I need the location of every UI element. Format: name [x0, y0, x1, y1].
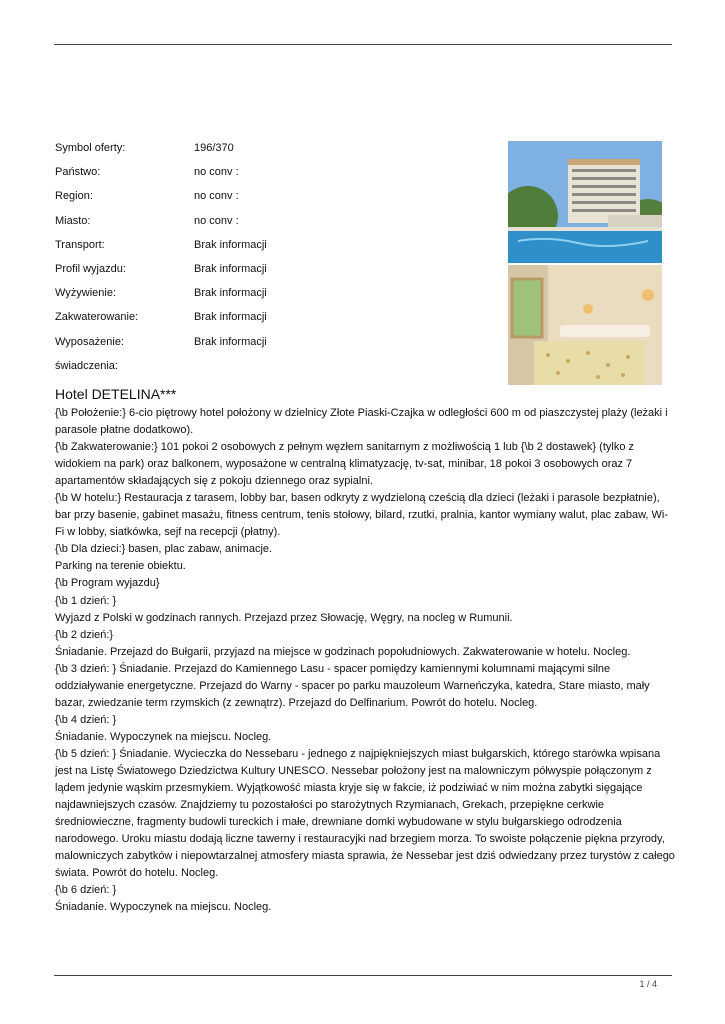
- info-value: no conv :: [194, 190, 239, 203]
- info-value: no conv :: [194, 214, 239, 227]
- info-value: Brak informacji: [194, 238, 267, 251]
- info-row: [55, 336, 267, 360]
- info-value: Brak informacji: [194, 262, 267, 275]
- description-paragraph: Śniadanie. Wypoczynek na miejscu. Nocleg.: [55, 730, 272, 743]
- info-row: [55, 311, 267, 335]
- description-paragraph: {\b Zakwaterowanie:} 101 pokoi 2 osobowych z pełnym węzłem sanitarnym z możliwością 1 lub {\b 2 dostawek} (tylko z widokiem na park) oraz balkonem, wyposażone w centralną klimatyzację, tv-sat, minibar, 18 pokoi 3 osobowych oraz 7 apartamentów składających się z pokoju dziennego oraz sypialni.: [55, 441, 635, 488]
- info-value: Brak informacji: [194, 335, 267, 348]
- info-label: Profil wyjazdu:: [55, 262, 126, 275]
- info-row: [55, 263, 267, 287]
- info-label: świadczenia:: [55, 359, 118, 372]
- description-paragraph: {\b 4 dzień: }: [55, 713, 117, 726]
- info-label: Wyposażenie:: [55, 335, 124, 348]
- info-row: [55, 287, 267, 311]
- hotel-exterior-illustration: [508, 141, 662, 263]
- info-value: no conv :: [194, 166, 239, 179]
- hotel-room-illustration: [508, 265, 662, 385]
- info-row: [55, 360, 267, 384]
- info-label: Symbol oferty:: [55, 142, 126, 154]
- offer-info-table: [55, 142, 267, 384]
- offer-description: [55, 405, 675, 916]
- description-paragraph: {\b 3 dzień: } Śniadanie. Przejazd do Kamiennego Lasu - spacer pomiędzy kamiennymi kolumnami mającymi silne oddziaływanie energetyczne. Przejazd do Warny - spacer po parku mauzoleum Warneńczyka, katedra, Stare miasto, mały bazar, zwiedzanie term rzymskich (z zewnątrz). Przejazd do Delfinarium. Powrót do hotelu. Nocleg.: [55, 662, 650, 709]
- info-label: Zakwaterowanie:: [55, 311, 139, 324]
- description-paragraph: {\b 5 dzień: } Śniadanie. Wycieczka do Nessebaru - jednego z najpiękniejszych miast bułgarskich, którego starówka wpisana jest na Listę Światowego Dziedzictwa Kultury UNESCO. Nessebar położony jest na malowniczym półwyspie połączonym z lądem jedynie wąskim przesmykiem. Wyjątkowość miasta kryje się w fakcie, iż podziwiać w nim można zabytki sięgające najdawniejszych czasów. Znajdziemy tu pozostałości po starożytnych Rzymianach, Grekach, przepiękne cerkwie średniowieczne, fragmenty budowli tureckich i małe, drewniane domki wybudowane w stylu bułgarskiego odrodzenia narodowego. Uroku miastu dodają liczne tawerny i restauracyjki nad brzegiem morza. To swoiste połączenie piękna przyrody, malowniczych zabytków i niepowtarzalnej atmosfery miasta sprawia, że Nessebar jest dziś odwiedzany przez turystów z całego świata. Powrót do hotelu. Nocleg.: [55, 747, 675, 880]
- description-paragraph: {\b Program wyjazdu}: [55, 577, 160, 590]
- info-row: [55, 190, 267, 214]
- info-label: Wyżywienie:: [55, 287, 117, 300]
- description-paragraph: {\b 2 dzień:}: [55, 628, 114, 641]
- description-paragraph: Śniadanie. Przejazd do Bułgarii, przyjazd na miejsce w godzinach popołudniowych. Zakwaterowanie w hotelu. Nocleg.: [55, 645, 631, 658]
- description-paragraph: Wyjazd z Polski w godzinach rannych. Przejazd przez Słowację, Węgry, na nocleg w Rumunii.: [55, 611, 513, 624]
- description-paragraph: {\b 1 dzień: }: [55, 594, 117, 607]
- description-paragraph: Śniadanie. Wypoczynek na miejscu. Nocleg.: [55, 901, 272, 914]
- info-label: Miasto:: [55, 214, 91, 227]
- info-label: Państwo:: [55, 166, 101, 179]
- description-paragraph: {\b Położenie:} 6-cio piętrowy hotel położony w dzielnicy Złote Piaski-Czajka w odległości 600 m od piaszczystej plaży (leżaki i parasole płatne dodatkowo).: [55, 407, 668, 437]
- hotel-title: Hotel DETELINA***: [55, 386, 177, 402]
- info-value: 196/370: [194, 142, 234, 154]
- info-label: Region:: [55, 190, 93, 203]
- info-row: [55, 142, 267, 166]
- info-value: Brak informacji: [194, 311, 267, 324]
- info-row: [55, 215, 267, 239]
- description-paragraph: {\b 6 dzień: }: [55, 884, 117, 897]
- info-label: Transport:: [55, 238, 105, 251]
- description-paragraph: {\b Dla dzieci:} basen, plac zabaw, animacje.: [55, 543, 273, 556]
- description-paragraph: {\b W hotelu:} Restauracja z tarasem, lobby bar, basen odkryty z wydzieloną cześcią dla dzieci (leżaki i parasole bezpłatnie), bar przy basenie, gabinet masażu, fitness centrum, tenis stołowy, bilard, rzutki, pralnia, kantor wymiany walut, plac zabaw, Wi-Fi w lobby, siatkówka, sejf na recepcji (płatny).: [55, 492, 669, 539]
- hotel-exterior-photo: [508, 141, 662, 263]
- hotel-room-photo: [508, 265, 662, 385]
- header-rule: [54, 44, 672, 45]
- info-row: [55, 166, 267, 190]
- page-number: 1 / 4: [639, 979, 657, 989]
- description-paragraph: Parking na terenie obiektu.: [55, 560, 186, 573]
- info-row: [55, 239, 267, 263]
- info-value: Brak informacji: [194, 287, 267, 300]
- footer-rule: [54, 975, 672, 976]
